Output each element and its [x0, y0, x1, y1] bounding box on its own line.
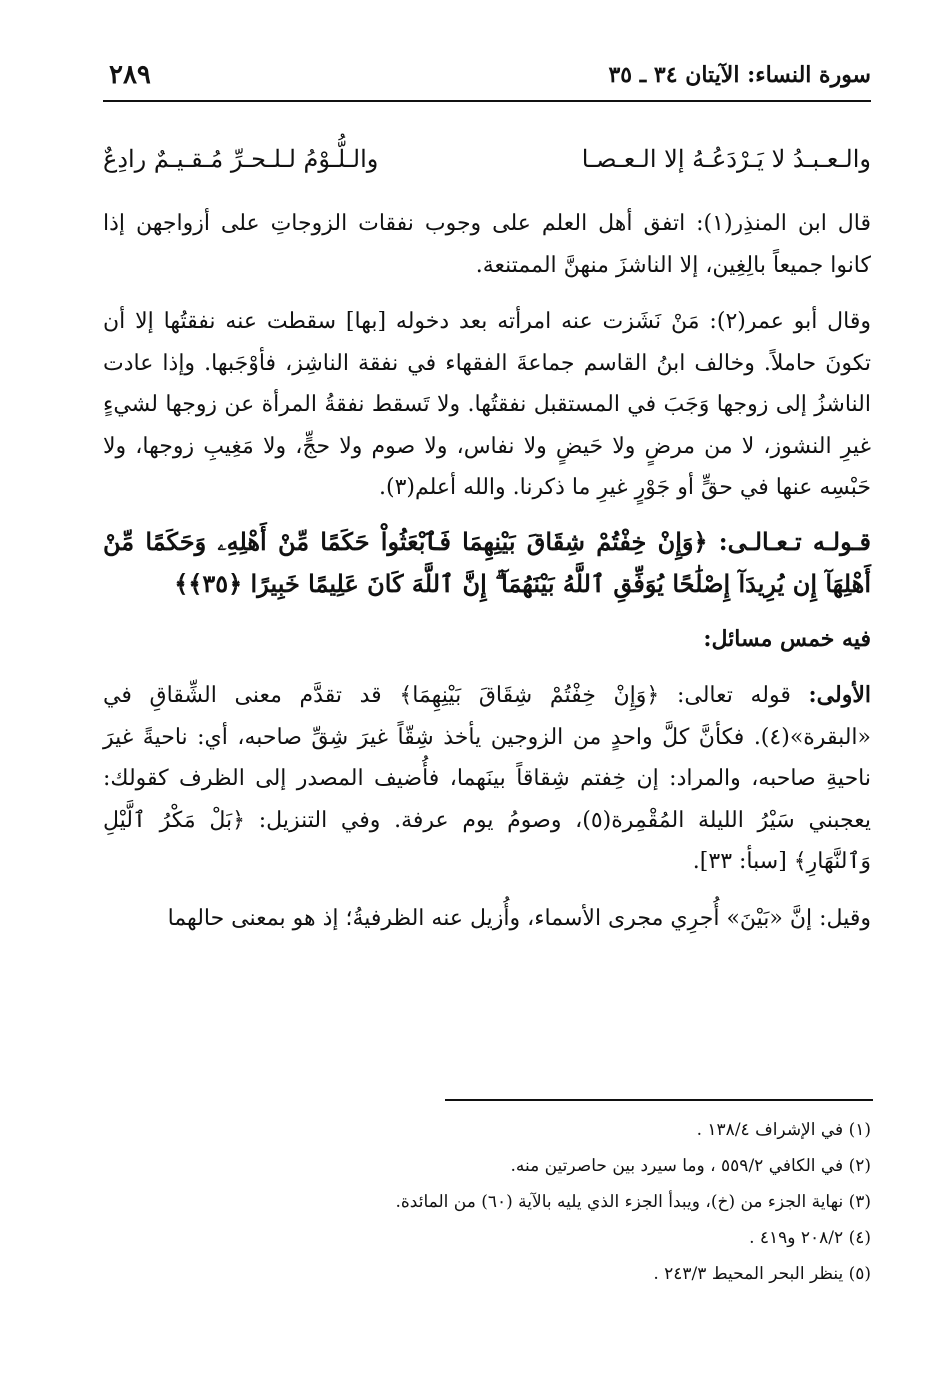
verse-hemistich-right: والـعـبـدُ لا يَـرْدَعُـهُ إلا الـعـصـا — [581, 145, 871, 173]
footnote-2: (٢) في الكافي ٥٥٩/٢ ، وما سيرد بين حاصرتين منه. — [510, 1156, 871, 1176]
paragraph-ibn-al-mundhir: قال ابن المنذِر(١): اتفق أهل العلم على وجوب نفقات الزوجاتِ على أزواجهن إذا كانوا جميعاً بالِغِين، إلا الناشزَ منهنَّ الممتنعة. — [103, 211, 871, 278]
quran-verse: قـولـه تـعـالـى: ﴿وَإِنْ خِفْتُمْ شِقَاقَ بَيْنِهِمَا فَٱبْعَثُواْ حَكَمًا مِّنْ أَهْلِهِۦ وَحَكَمًا مِّنْ أَهْلِهَآ إِن يُرِيدَآ إِصْلَٰحًا يُوَفِّقِ ٱللَّهُ بَيْنَهُمَآ ۗ إِنَّ ٱللَّهَ كَانَ عَلِيمًا خَبِيرًا ﴿٣٥﴾﴾ — [103, 526, 871, 598]
verse-hemistich-left: والـلُّـوْمُ لـلـحـرِّ مُـقـيـمٌ رادِعٌ — [103, 145, 379, 173]
footnote-1: (١) في الإشراف ١٣٨/٤ . — [696, 1120, 871, 1140]
paragraph-abu-umar: وقال أبو عمر(٢): مَنْ نَشَزت عنه امرأته بعد دخوله [بها] سقطت عنه نفقتُها إلا أن تكونَ حاملاً. وخالف ابنُ القاسم جماعةَ الفقهاء في نفقة الناشِز، فأوْجَبها. وإذا عادت الناشزُ إلى زوجها وَجَبَ في المستقبل نفقتُها. ولا تَسقط نفقةُ المرأة عن زوجها لشيءٍ غيرِ النشوز، لا من مرضٍ ولا حَيضٍ ولا نفاس، ولا صوم ولا حجٍّ، ولا مَغِيبِ زوجها، ولا حَبْسِه عنها في حقٍّ أو جَوْرٍ غيرِ ما ذكرنا. والله أعلم(٣). — [103, 309, 872, 500]
page-header — [103, 58, 871, 108]
header-divider — [103, 100, 871, 102]
footnote-5: (٥) ينظر البحر المحيط ٢٤٣/٣ . — [653, 1264, 871, 1284]
issue-one-text: قوله تعالى: ﴿وَإِنْ خِفْتُمْ شِقَاقَ بَيْنِهِمَا﴾ قد تقدَّم معنى الشِّقاقِ في «البقرة»(٤). فكأنَّ كلَّ واحدٍ من الزوجين يأخذ شِقّاً غيرَ شِقِّ صاحبه، أي: ناحيةً غيرَ ناحيةِ صاحبه، والمراد: إن خِفتم شِقاقاً بينَهما، فأُضيف المصدر إلى الظرف كقولك: يعجبني سَيْرُ الليلة المُقْمِرة(٥)، وصومُ يوم عرفة. وفي التنزيل: ﴿بَلْ مَكْرُ ٱلَّيْلِ وَٱلنَّهَارِ﴾ [سبأ: ٣٣]. — [103, 683, 871, 874]
running-title: سورة النساء: الآيتان ٣٤ ـ ٣٥ — [608, 62, 871, 88]
footnote-4: (٤) ٢٠٨/٢ و٤١٩ . — [749, 1228, 871, 1248]
poetry-verse — [103, 130, 871, 188]
main-text — [103, 130, 871, 939]
issue-one-label: الأولى: — [808, 682, 871, 708]
issue-one — [103, 675, 871, 883]
footnote-3: (٣) نهاية الجزء من (خ)، ويبدأ الجزء الذي يليه بالآية (٦٠) من المائدة. — [395, 1192, 871, 1212]
page-number: ٢٨٩ — [109, 60, 151, 90]
section-heading: فيه خمس مسائل: — [703, 625, 871, 652]
footnotes — [103, 1112, 871, 1292]
paragraph-last: وقيل: إنَّ «بَيْنَ» أُجرِي مجرى الأسماء، وأُزيل عنه الظرفيةُ؛ إذ هو بمعنى حالهما — [167, 905, 871, 931]
footnote-divider — [445, 1099, 873, 1101]
